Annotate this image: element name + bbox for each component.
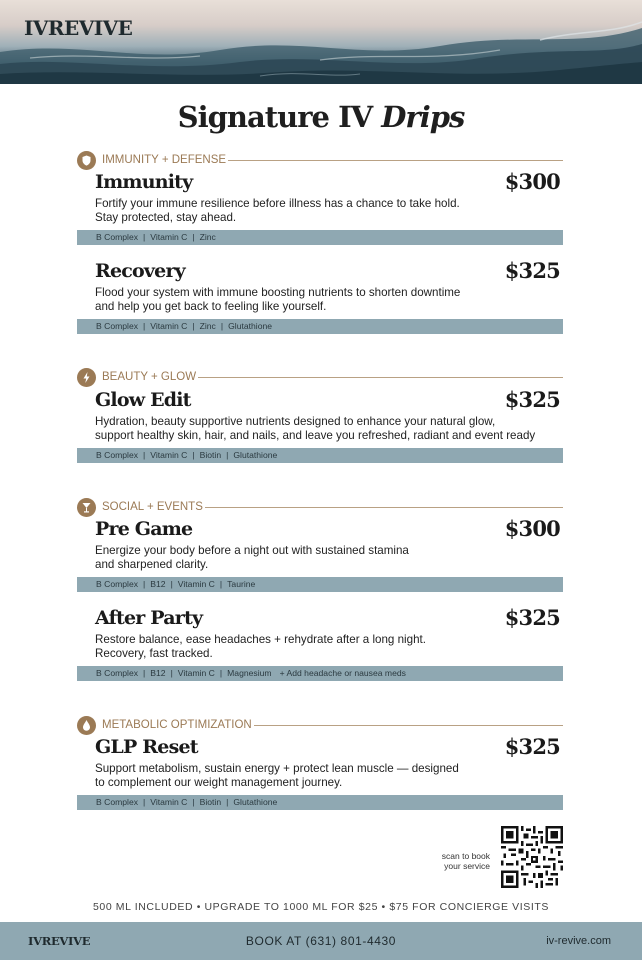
description-line: to complement our weight management journey. bbox=[95, 776, 343, 789]
ingredient: Glutathione bbox=[228, 321, 273, 331]
drip-name: After Party bbox=[95, 607, 203, 629]
drip-name: Immunity bbox=[95, 171, 193, 193]
category-label: SOCIAL + EVENTS bbox=[102, 501, 203, 513]
ingredients-band: B Complex | B12 | Vitamin C | Magnesium + Add headache or nausea meds bbox=[77, 666, 563, 681]
page-title bbox=[0, 100, 642, 134]
ingredient-addon: + Add headache or nausea meds bbox=[279, 668, 406, 678]
scan-line: scan to book bbox=[441, 851, 490, 861]
ingredient: Taurine bbox=[227, 579, 256, 589]
drip-name: Pre Game bbox=[95, 518, 193, 540]
ingredient: Zinc bbox=[199, 321, 216, 331]
ingredient: Glutathione bbox=[233, 797, 278, 807]
description-line: Stay protected, stay ahead. bbox=[95, 211, 237, 224]
footer-brand: IVREVIVE bbox=[28, 934, 91, 948]
title-emphasis: Drips bbox=[381, 100, 465, 134]
category-label: IMMUNITY + DEFENSE bbox=[102, 154, 227, 166]
ingredient: Biotin bbox=[199, 450, 222, 460]
drip-price: $300 bbox=[504, 169, 560, 194]
category-header bbox=[77, 498, 563, 518]
drip-price: $325 bbox=[504, 387, 560, 412]
drip-description bbox=[95, 415, 565, 443]
ingredient: B Complex bbox=[96, 450, 139, 460]
ingredients-band: B Complex | Vitamin C | Zinc | Glutathione bbox=[77, 319, 563, 334]
ingredients-band: B Complex | B12 | Vitamin C | Taurine bbox=[77, 577, 563, 592]
ingredient: Magnesium bbox=[227, 668, 272, 678]
ocean-wave-image bbox=[0, 0, 642, 84]
booking-phone[interactable]: BOOK AT (631) 801-4430 bbox=[245, 934, 397, 948]
pricing-notes: 500 ML INCLUDED • UPGRADE TO 1000 ML FOR $25 • $75 FOR CONCIERGE VISITS bbox=[92, 901, 550, 913]
drip-name: Glow Edit bbox=[95, 389, 191, 411]
category-label: BEAUTY + GLOW bbox=[102, 371, 197, 383]
ingredient: Vitamin C bbox=[150, 450, 188, 460]
ingredient: B Complex bbox=[96, 797, 139, 807]
ingredients-band: B Complex | Vitamin C | Zinc bbox=[77, 230, 563, 245]
ingredient: B Complex bbox=[96, 668, 139, 678]
drip-description bbox=[95, 197, 555, 225]
drip-description bbox=[95, 633, 555, 661]
drip-description bbox=[95, 544, 555, 572]
ingredients-band: B Complex | Vitamin C | Biotin | Glutathione bbox=[77, 448, 563, 463]
qr-code[interactable] bbox=[501, 826, 563, 888]
description-line: Fortify your immune resilience before illness has a chance to take hold. bbox=[95, 197, 460, 210]
hero-banner bbox=[0, 0, 642, 84]
ingredient: Vitamin C bbox=[177, 579, 215, 589]
ingredient: B Complex bbox=[96, 579, 139, 589]
title-main: Signature IV bbox=[177, 100, 373, 134]
description-line: Hydration, beauty supportive nutrients designed to enhance your natural glow, bbox=[95, 415, 496, 428]
ingredients-band: B Complex | Vitamin C | Biotin | Glutathione bbox=[77, 795, 563, 810]
ingredient: Glutathione bbox=[233, 450, 278, 460]
ingredient: B12 bbox=[150, 668, 166, 678]
description-line: Flood your system with immune boosting nutrients to shorten downtime bbox=[95, 286, 461, 299]
description-line: and sharpened clarity. bbox=[95, 558, 209, 571]
category-header bbox=[77, 151, 563, 171]
ingredient: B Complex bbox=[96, 321, 139, 331]
scan-line: your service bbox=[444, 861, 490, 871]
cocktail-icon bbox=[77, 498, 96, 517]
ingredient: B12 bbox=[150, 579, 166, 589]
description-line: and help you get back to feeling like yourself. bbox=[95, 300, 327, 313]
ingredient: Vitamin C bbox=[150, 321, 188, 331]
brand-logo: IVREVIVE bbox=[24, 16, 133, 40]
drop-icon bbox=[77, 716, 96, 735]
footer-bar bbox=[0, 922, 642, 960]
description-line: Restore balance, ease headaches + rehydrate after a long night. bbox=[95, 633, 426, 646]
description-line: Energize your body before a night out with sustained stamina bbox=[95, 544, 409, 557]
website-link[interactable]: iv-revive.com bbox=[546, 935, 611, 947]
description-line: Support metabolism, sustain energy + protect lean muscle — designed bbox=[95, 762, 459, 775]
description-line: support healthy skin, hair, and nails, and leave you refreshed, radiant and event ready bbox=[95, 429, 536, 442]
drip-description bbox=[95, 762, 555, 790]
drip-price: $325 bbox=[504, 734, 560, 759]
lightning-icon bbox=[77, 368, 96, 387]
category-header bbox=[77, 368, 563, 388]
ingredient: Biotin bbox=[199, 797, 222, 807]
drip-description bbox=[95, 286, 555, 314]
shield-icon bbox=[77, 151, 96, 170]
drip-price: $325 bbox=[504, 605, 560, 630]
ingredient: Vitamin C bbox=[177, 668, 215, 678]
category-label: METABOLIC OPTIMIZATION bbox=[102, 719, 252, 731]
ingredient: Vitamin C bbox=[150, 232, 188, 242]
ingredient: Zinc bbox=[199, 232, 216, 242]
scan-to-book-text bbox=[420, 851, 490, 871]
description-line: Recovery, fast tracked. bbox=[95, 647, 213, 660]
drip-name: GLP Reset bbox=[95, 736, 198, 758]
drip-price: $300 bbox=[504, 516, 560, 541]
category-header bbox=[77, 716, 563, 736]
ingredient: B Complex bbox=[96, 232, 139, 242]
ingredient: Vitamin C bbox=[150, 797, 188, 807]
drip-name: Recovery bbox=[95, 260, 185, 282]
drip-price: $325 bbox=[504, 258, 560, 283]
